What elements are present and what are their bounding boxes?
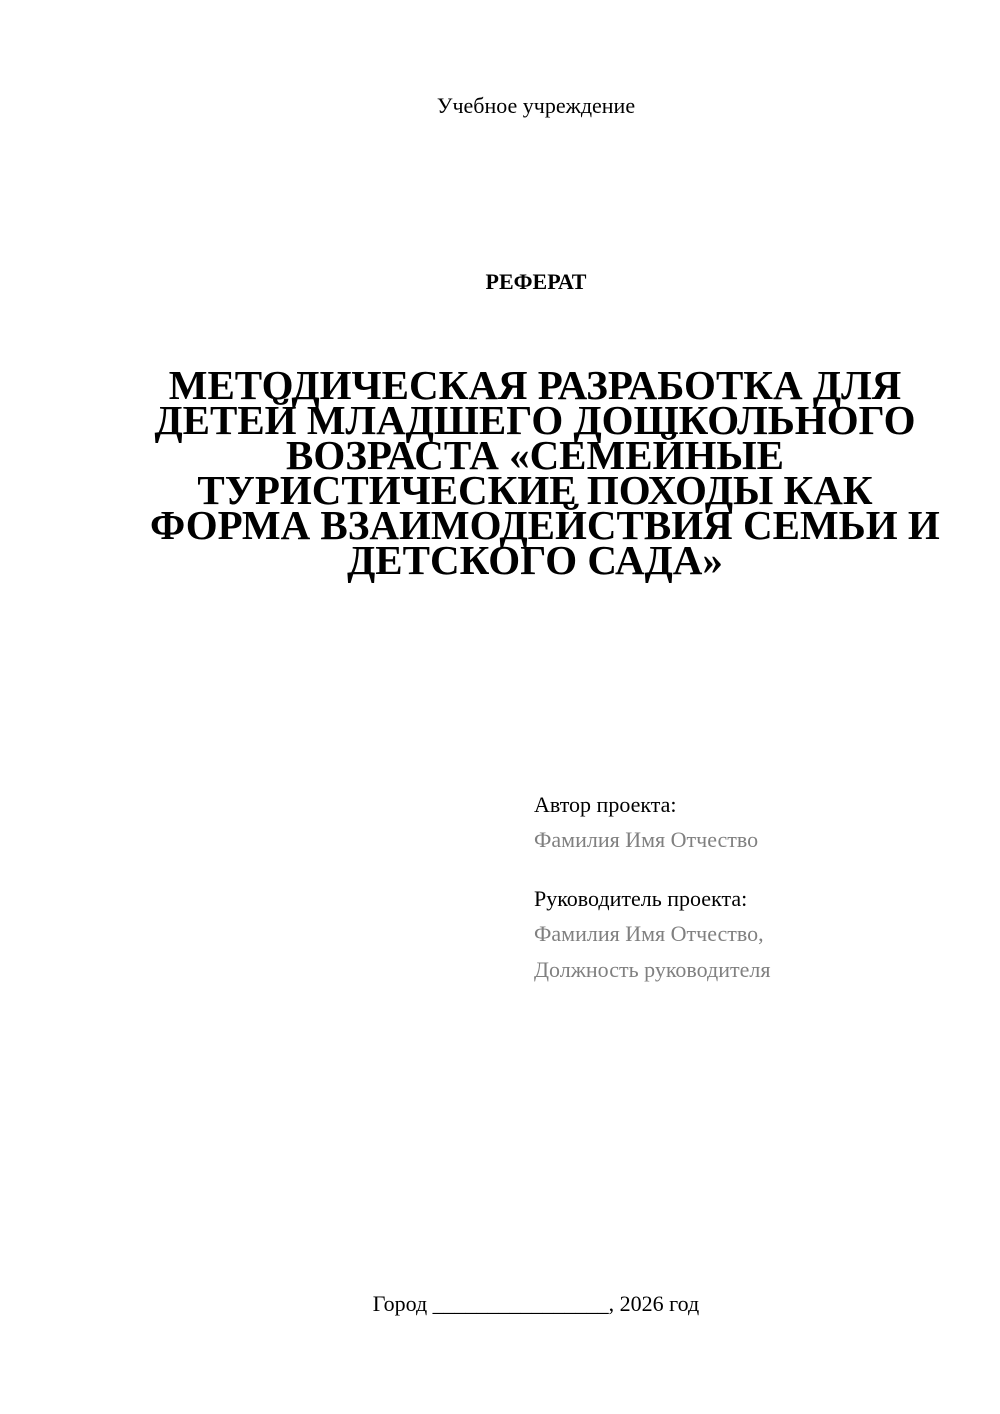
city-year-line: Город ________________, 2026 год	[372, 1291, 700, 1316]
project-info	[534, 788, 974, 988]
supervisor-label: Руководитель проекта:	[534, 886, 748, 911]
title-line: ВОЗРАСТА «СЕМЕЙНЫЕ	[286, 432, 784, 478]
title-line: ДЕТЕЙ МЛАДШЕГО ДОШКОЛЬНОГО	[154, 397, 916, 443]
author-label: Автор проекта:	[534, 792, 677, 817]
title-line: ФОРМА ВЗАИМОДЕЙСТВИЯ СЕМЬИ И	[150, 502, 940, 548]
author-name: Фамилия Имя Отчество	[534, 827, 759, 852]
info-spacer	[534, 858, 974, 882]
supervisor-name: Фамилия Имя Отчество,	[534, 921, 764, 946]
institution-name: Учебное учреждение	[436, 93, 636, 118]
document-title	[150, 362, 940, 583]
title-line: МЕТОДИЧЕСКАЯ РАЗРАБОТКА ДЛЯ	[168, 362, 902, 408]
title-line: ДЕТСКОГО САДА»	[347, 537, 723, 583]
document-type: РЕФЕРАТ	[485, 269, 587, 294]
supervisor-position: Должность руководителя	[534, 957, 771, 982]
title-line: ТУРИСТИЧЕСКИЕ ПОХОДЫ КАК	[197, 467, 873, 513]
